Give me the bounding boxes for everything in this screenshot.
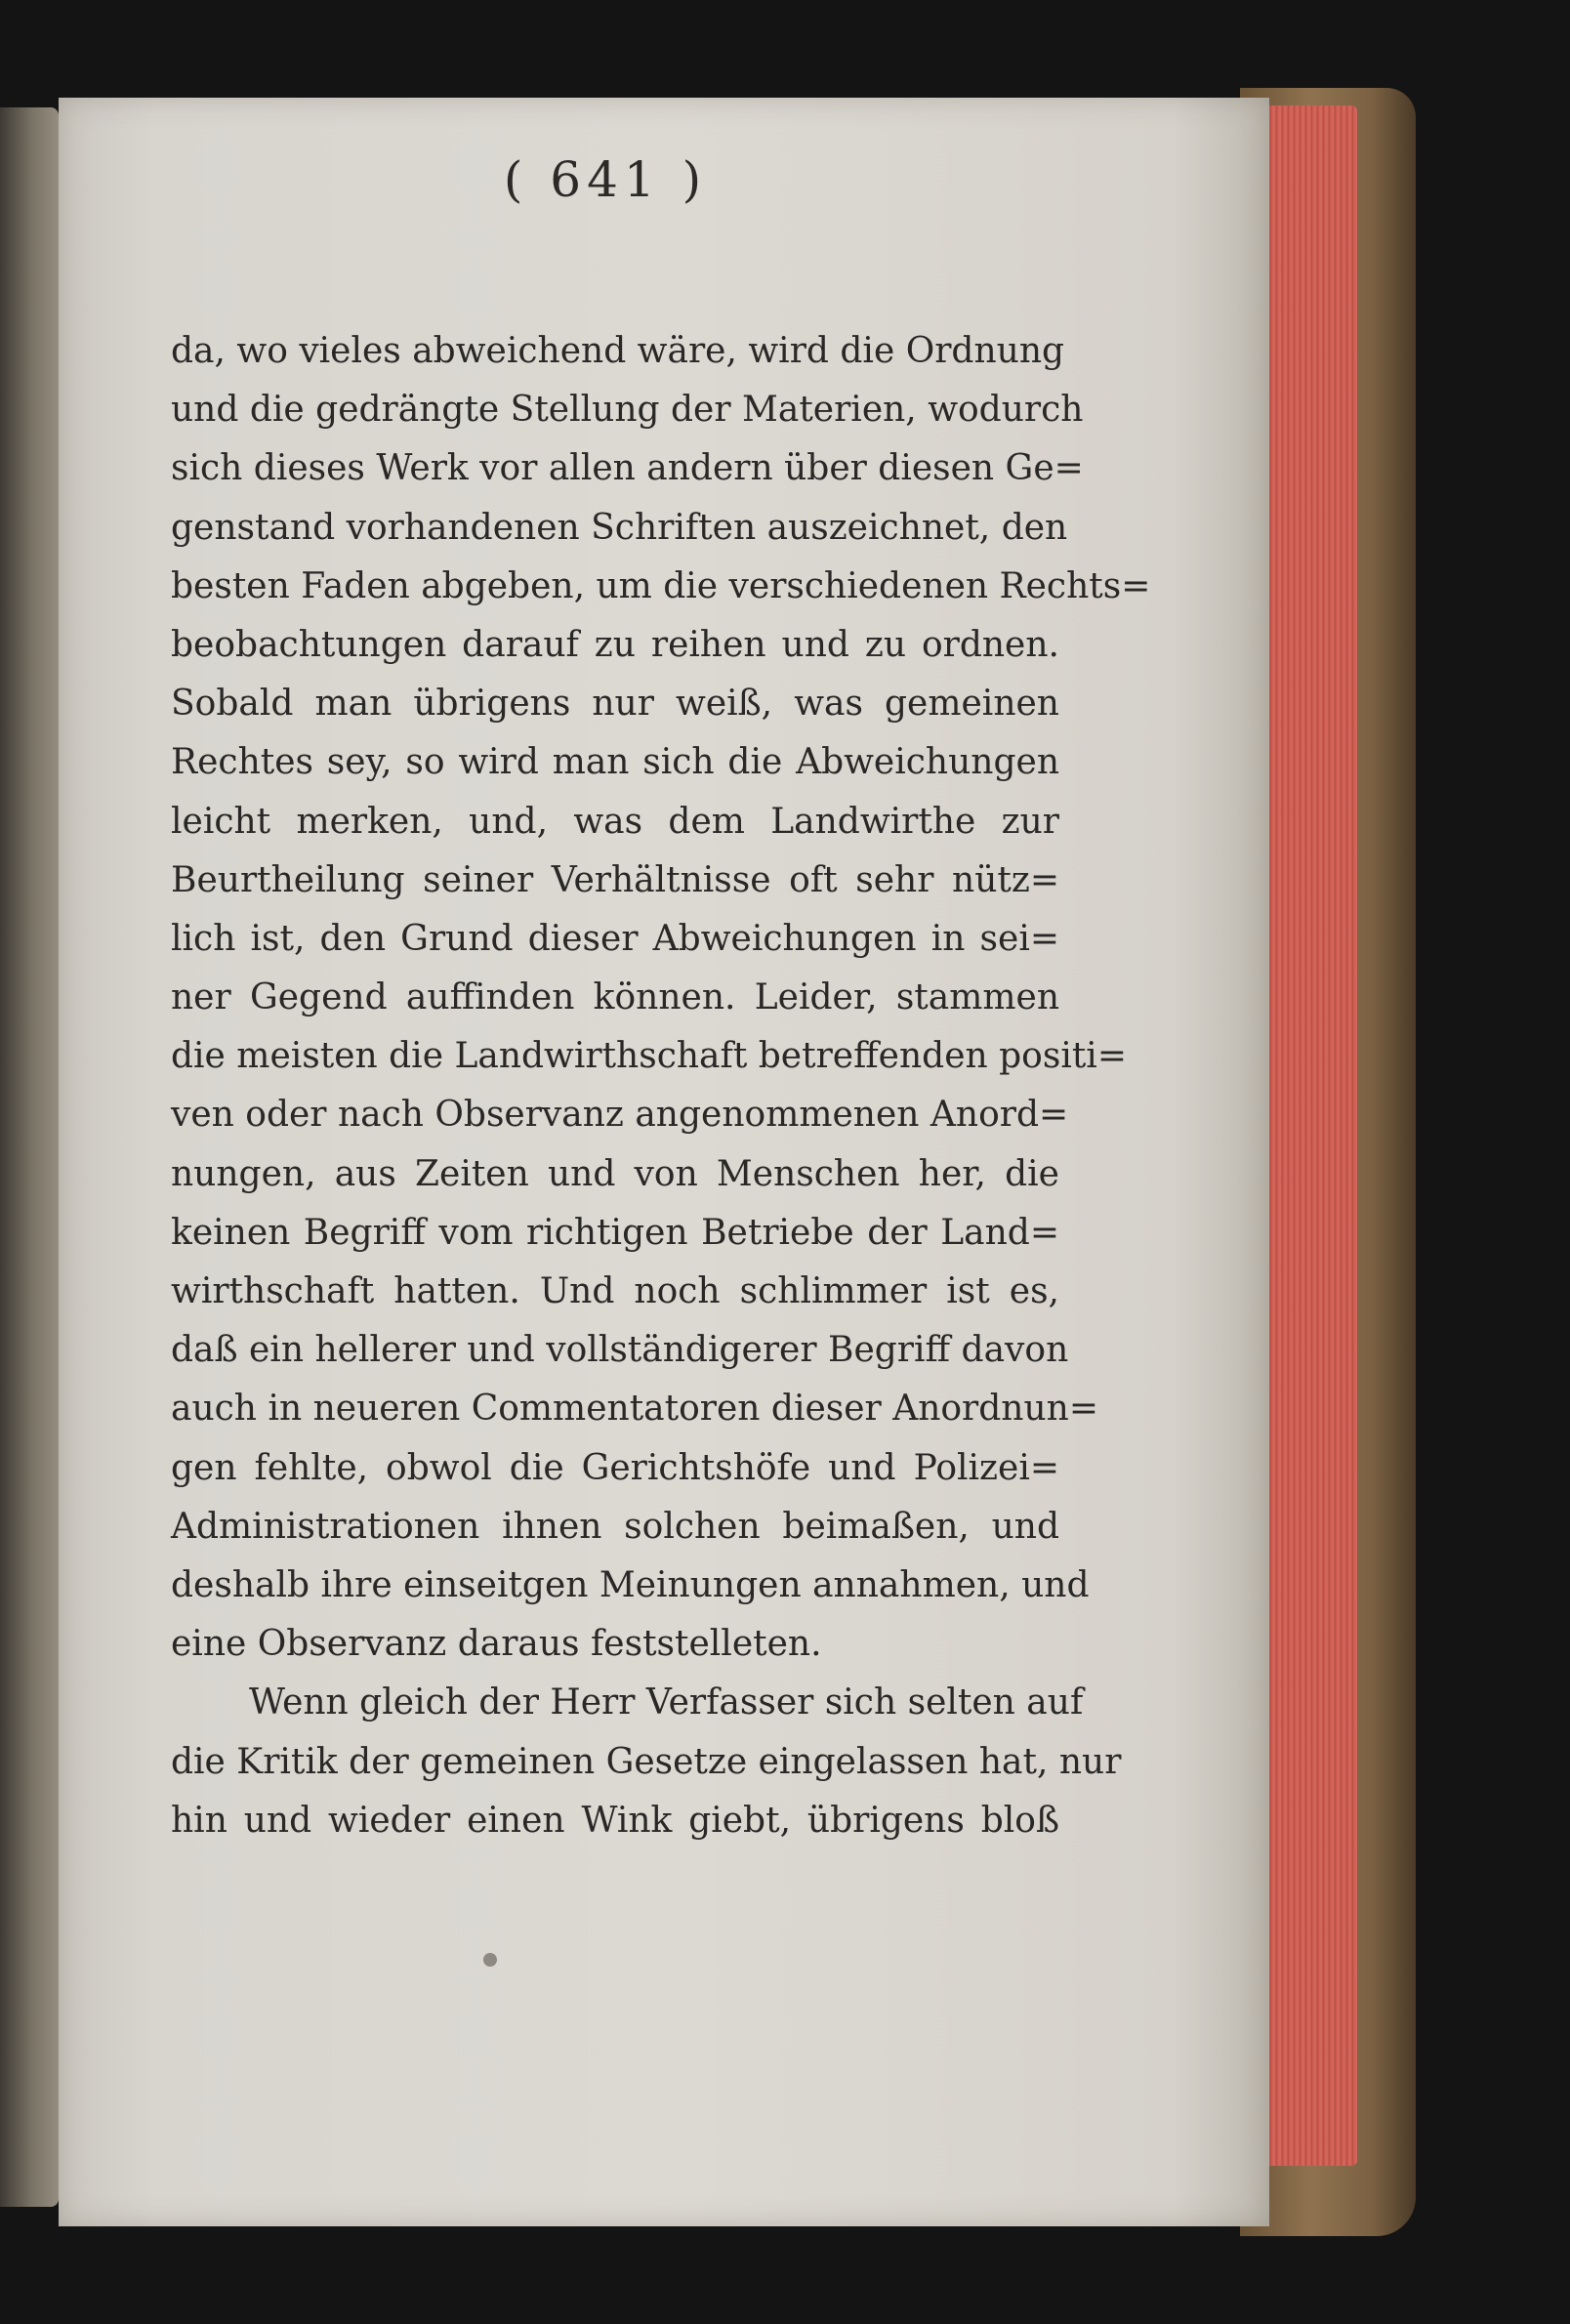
text-line: beobachtungen darauf zu reihen und zu ordnen. (171, 624, 1059, 665)
text-line: deshalb ihre einseitgen Meinungen annahmen, und (171, 1564, 1090, 1605)
text-line: ner Gegend auffinden können. Leider, stammen (171, 977, 1059, 1018)
facing-page-edge (0, 107, 59, 2207)
text-line: lich ist, den Grund dieser Abweichungen in sei= (171, 918, 1059, 959)
text-line: auch in neueren Commentatoren dieser Anordnun= (171, 1389, 1099, 1430)
text-line: die Kritik der gemeinen Gesetze eingelassen hat, nur (171, 1741, 1122, 1782)
text-line: Beurtheilung seiner Verhältnisse oft sehr nütz= (171, 859, 1059, 900)
text-line: Wenn gleich der Herr Verfasser sich selten auf (249, 1682, 1084, 1723)
text-line: keinen Begriff vom richtigen Betriebe der Land= (171, 1212, 1059, 1253)
text-line: daß ein hellerer und vollständigerer Begriff davon (171, 1330, 1069, 1371)
text-line: leicht merken, und, was dem Landwirthe zur (171, 801, 1059, 842)
text-line: hin und wieder einen Wink giebt, übrigens bloß (171, 1800, 1059, 1841)
body-text (171, 322, 1151, 1850)
text-line: besten Faden abgeben, um die verschiedenen Rechts= (171, 565, 1151, 606)
page-edges (1260, 105, 1357, 2166)
page-number-header: ( 641 ) (503, 151, 708, 208)
text-line: genstand vorhandenen Schriften auszeichnet, den (171, 507, 1068, 548)
text-line: gen fehlte, obwol die Gerichtshöfe und Polizei= (171, 1447, 1059, 1488)
text-line: und die gedrängte Stellung der Materien, wodurch (171, 390, 1084, 431)
text-line: ven oder nach Observanz angenommenen Anord= (171, 1095, 1069, 1136)
text-line: nungen, aus Zeiten und von Menschen her, die (171, 1153, 1059, 1194)
text-line: Administrationen ihnen solchen beimaßen, und (171, 1506, 1059, 1547)
ink-speck (483, 1953, 497, 1967)
text-line: sich dieses Werk vor allen andern über diesen Ge= (171, 448, 1084, 489)
text-line: wirthschaft hatten. Und noch schlimmer ist es, (171, 1271, 1059, 1311)
text-line: eine Observanz daraus feststelleten. (171, 1624, 822, 1665)
text-line: Sobald man übrigens nur weiß, was gemeinen (171, 684, 1059, 725)
text-line: Rechtes sey, so wird man sich die Abweichungen (171, 742, 1059, 783)
text-line: die meisten die Landwirthschaft betreffenden positi= (171, 1036, 1127, 1077)
text-line: da, wo vieles abweichend wäre, wird die Ordnung (171, 331, 1065, 371)
